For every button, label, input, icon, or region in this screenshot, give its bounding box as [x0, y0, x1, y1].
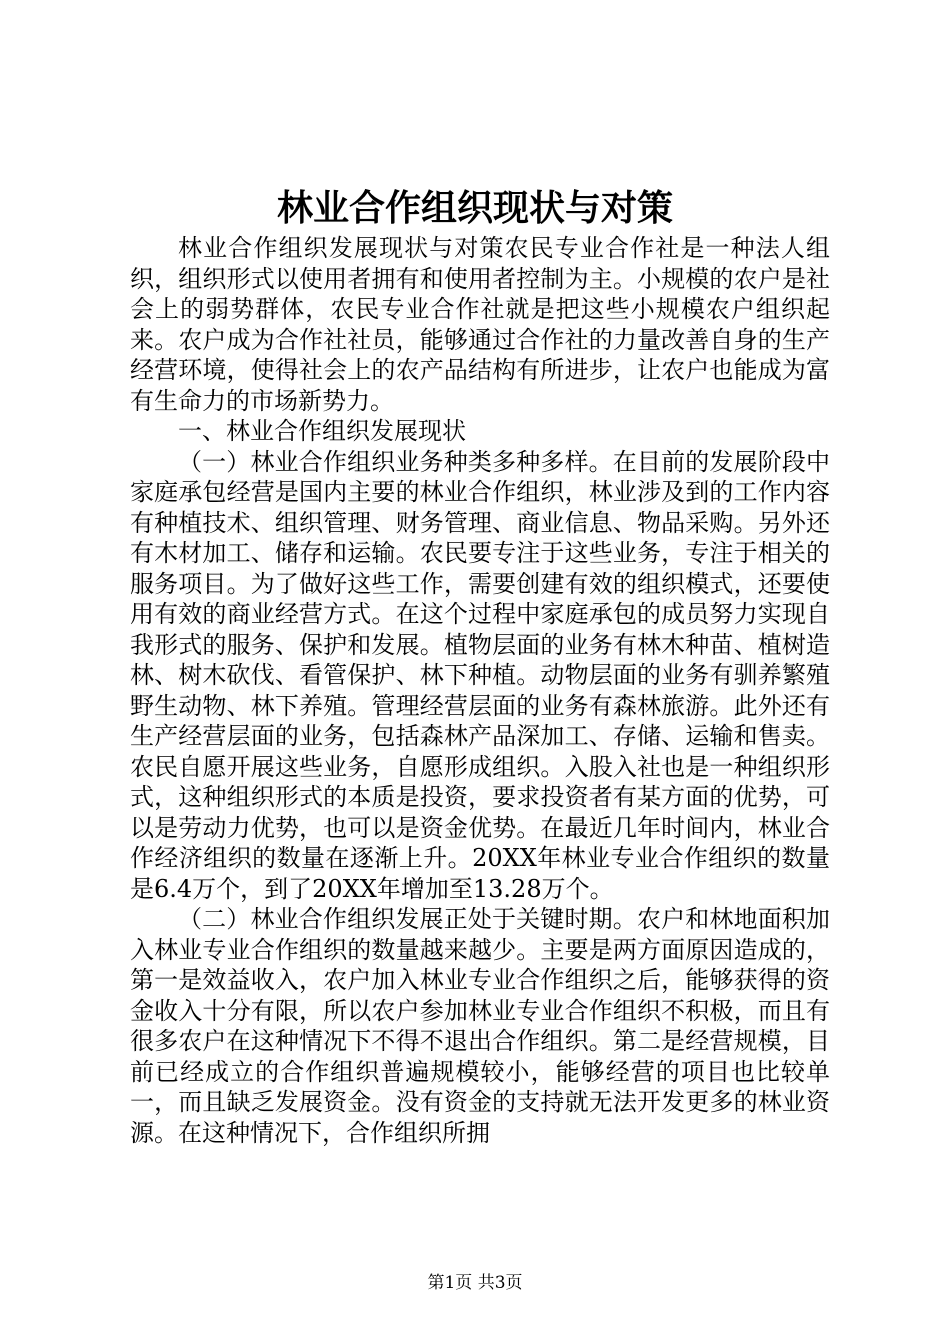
subsection-2-paragraph: （二）林业合作组织发展正处于关键时期。农户和林地面积加入林业专业合作组织的数量越来越少。主要是两方面原因造成的，第一是效益收入，农户加入林业专业合作组织之后，能够获得的资金收入十分有限，所以农户参加林业专业合作组织不积极，而且有很多农户在这种情况下不得不退出合作组织。第二是经营规模，目前已经成立的合作组织普遍规模较小，能够经营的项目也比较单一，而且缺乏发展资金。没有资金的支持就无法开发更多的林业资源。在这种情况下，合作组织所拥 — [130, 905, 830, 1147]
document-title: 林业合作组织现状与对策 — [276, 187, 673, 229]
page-number-footer: 第1页 共3页 — [427, 1273, 523, 1293]
document-body — [130, 233, 830, 1148]
section-heading: 一、林业合作组织发展现状 — [178, 417, 466, 445]
intro-paragraph: 林业合作组织发展现状与对策农民专业合作社是一种法人组织，组织形式以使用者拥有和使用者控制为主。小规模的农户是社会上的弱势群体，农民专业合作社就是把这些小规模农户组织起来。农户成为合作社社员，能够通过合作社的力量改善自身的生产经营环境，使得社会上的农产品结构有所进步，让农户也能成为富有生命力的市场新势力。 — [130, 234, 830, 415]
subsection-1-paragraph: （一）林业合作组织业务种类多种多样。在目前的发展阶段中家庭承包经营是国内主要的林业合作组织，林业涉及到的工作内容有种植技术、组织管理、财务管理、商业信息、物品采购。另外还有木材加工、储存和运输。农民要专注于这些业务，专注于相关的服务项目。为了做好这些工作，需要创建有效的组织模式，还要使用有效的商业经营方式。在这个过程中家庭承包的成员努力实现自我形式的服务、保护和发展。植物层面的业务有林木种苗、植树造林、树木砍伐、看管保护、林下种植。动物层面的业务有驯养繁殖野生动物、林下养殖。管理经营层面的业务有森林旅游。此外还有生产经营层面的业务，包括森林产品深加工、存储、运输和售卖。农民自愿开展这些业务，自愿形成组织。入股入社也是一种组织形式，这种组织形式的本质是投资，要求投资者有某方面的优势，可以是劳动力优势，也可以是资金优势。在最近几年时间内，林业合作经济组织的数量在逐渐上升。20XX年林业专业合作组织的数量是6.4万个，到了20XX年增加至13.28万个。 — [130, 447, 830, 903]
